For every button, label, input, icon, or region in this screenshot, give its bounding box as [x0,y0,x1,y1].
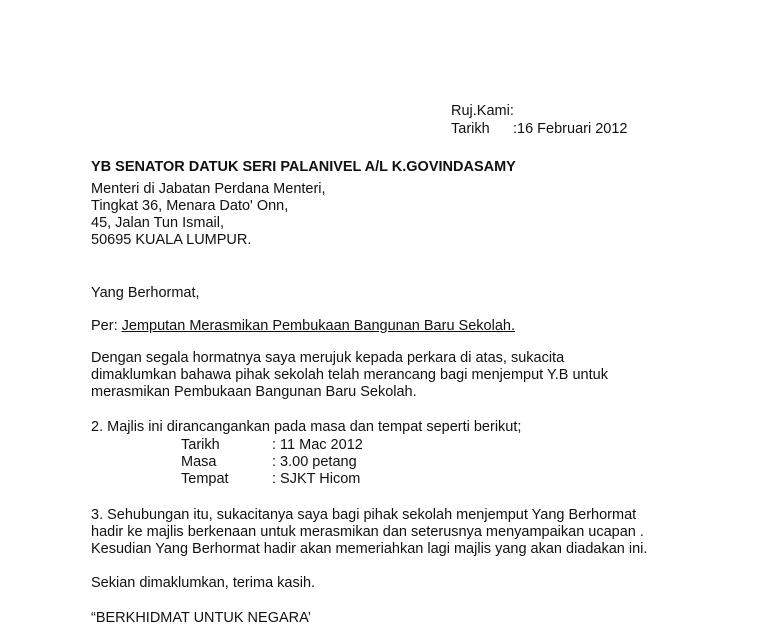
tarikh-value: :16 Februari 2012 [513,121,628,137]
paragraph-3-line: Kesudian Yang Berhormat hadir akan memeriahkan lagi majlis yang akan diadakan ini. [91,541,648,557]
subject-line [91,318,515,335]
subject-prefix: Per: [91,318,122,334]
tarikh-label: Tarikh [451,121,490,137]
motto: “BERKHIDMAT UNTUK NEGARA’ [91,610,311,626]
event-detail-row [181,454,357,471]
closing: Sekian dimaklumkan, terima kasih. [91,575,316,591]
paragraph-1-line: dimaklumkan bahawa pihak sekolah telah merancang bagi menjemput Y.B untuk [91,367,608,383]
paragraph-1-line: merasmikan Pembukaan Bangunan Baru Sekolah. [91,384,417,400]
event-detail-label: Masa [181,454,217,470]
salutation: Yang Berhormat, [91,285,200,301]
recipient-address-line: Menteri di Jabatan Perdana Menteri, [91,181,326,197]
subject-title: Jemputan Merasmikan Pembukaan Bangunan Baru Sekolah. [121,318,515,334]
reference-tarikh [451,121,627,138]
event-detail-value: : SJKT Hicom [272,471,361,487]
event-detail-row [181,437,363,454]
event-detail-value: : 11 Mac 2012 [272,437,363,453]
recipient-address-line: 50695 KUALA LUMPUR. [91,232,252,248]
ruj-label: Ruj.Kami: [451,103,514,119]
recipient-name: YB SENATOR DATUK SERI PALANIVEL A/L K.GOVINDASAMY [91,159,516,175]
paragraph-1-line: Dengan segala hormatnya saya merujuk kepada perkara di atas, sukacita [91,350,565,366]
event-detail-label: Tarikh [181,437,220,453]
reference-ruj [451,103,514,120]
event-detail-label: Tempat [181,471,229,487]
event-detail-value: : 3.00 petang [272,454,357,470]
paragraph-3-line: hadir ke majlis berkenaan untuk merasmikan dan seterusnya menyampaikan ucapan . [91,524,644,540]
recipient-address-line: Tingkat 36, Menara Dato' Onn, [91,198,289,214]
paragraph-3-line: 3. Sehubungan itu, sukacitanya saya bagi pihak sekolah menjemput Yang Berhormat [91,507,637,523]
event-detail-row [181,471,360,488]
paragraph-2-intro: 2. Majlis ini dirancangankan pada masa dan tempat seperti berikut; [91,419,522,435]
recipient-address-line: 45, Jalan Tun Ismail, [91,215,224,231]
